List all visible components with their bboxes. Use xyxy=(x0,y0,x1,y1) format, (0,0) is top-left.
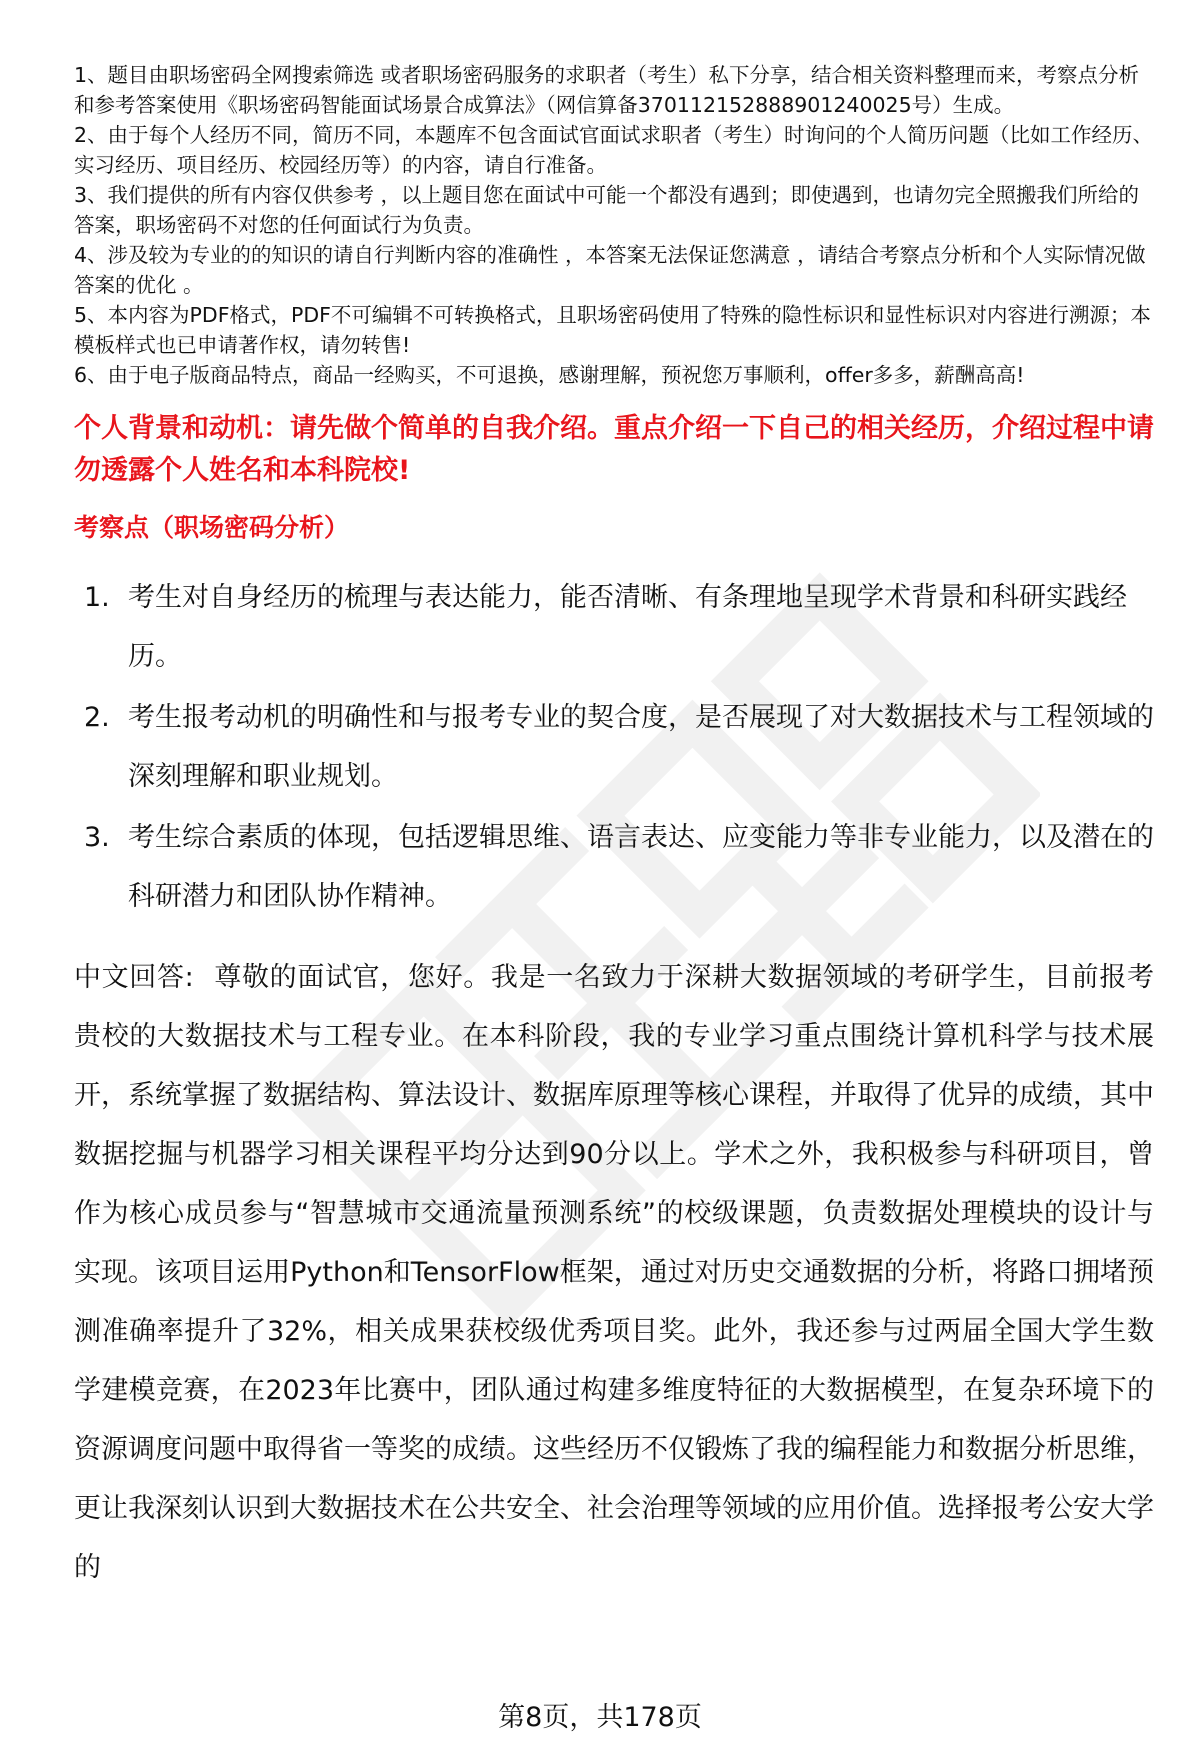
point-number: 3. xyxy=(84,822,110,853)
question-title: 个人背景和动机：请先做个简单的自我介绍。重点介绍一下自己的相关经历，介绍过程中请勿透露个人姓名和本科院校! xyxy=(74,413,1154,486)
point-text: 考生综合素质的体现，包括逻辑思维、语言表达、应变能力等非专业能力，以及潜在的科研潜力和团队协作精神。 xyxy=(128,822,1154,912)
answer-paragraph xyxy=(74,948,1154,1597)
analysis-point xyxy=(74,808,1154,926)
analysis-point xyxy=(74,688,1154,806)
analysis-point xyxy=(74,568,1154,686)
analysis-points xyxy=(74,568,1154,926)
notice-list xyxy=(74,60,1154,390)
notice-item: 1、题目由职场密码全网搜索筛选 或者职场密码服务的求职者（考生）私下分享，结合相关资料整理而来，考察点分析和参考答案使用《职场密码智能面试场景合成算法》（网信算备370112152888901240025号）生成。 xyxy=(74,63,1140,117)
page-number-footer: 第8页，共178页 xyxy=(498,1702,702,1733)
point-text: 考生对自身经历的梳理与表达能力，能否清晰、有条理地呈现学术背景和科研实践经历。 xyxy=(128,582,1127,672)
point-text: 考生报考动机的明确性和与报考专业的契合度，是否展现了对大数据技术与工程领域的深刻理解和职业规划。 xyxy=(128,702,1154,792)
notice-item: 5、本内容为PDF格式，PDF不可编辑不可转换格式，且职场密码使用了特殊的隐性标识和显性标识对内容进行溯源；本模板样式也已申请著作权，请勿转售! xyxy=(74,303,1151,357)
notice-item: 2、由于每个人经历不同，简历不同，本题库不包含面试官面试求职者（考生）时询问的个人简历问题（比如工作经历、实习经历、项目经历、校园经历等）的内容，请自行准备。 xyxy=(74,123,1154,177)
answer-text: 尊敬的面试官，您好。我是一名致力于深耕大数据领域的考研学生，目前报考贵校的大数据技术与工程专业。在本科阶段，我的专业学习重点围绕计算机科学与技术展开，系统掌握了数据结构、算法设计、数据库原理等核心课程，并取得了优异的成绩，其中数据挖掘与机器学习相关课程平均分达到90分以上。学术之外，我积极参与科研项目，曾作为核心成员参与“智慧城市交通流量预测系统”的校级课题，负责数据处理模块的设计与实现。该项目运用Python和TensorFlow框架，通过对历史交通数据的分析，将路口拥堵预测准确率提升了32%，相关成果获校级优秀项目奖。此外，我还参与过两届全国大学生数学建模竞赛，在2023年比赛中，团队通过构建多维度特征的大数据模型，在复杂环境下的资源调度问题中取得省一等奖的成绩。这些经历不仅锻炼了我的编程能力和数据分析思维，更让我深刻认识到大数据技术在公共安全、社会治理等领域的应用价值。选择报考公安大学的 xyxy=(74,962,1154,1583)
point-number: 1. xyxy=(84,582,110,613)
answer-label: 中文回答: xyxy=(74,962,194,993)
notice-item: 4、涉及较为专业的的知识的请自行判断内容的准确性 ，本答案无法保证您满意 ，请结合考察点分析和个人实际情况做答案的优化 。 xyxy=(74,243,1146,297)
notice-item: 3、我们提供的所有内容仅供参考 ，以上题目您在面试中可能一个都没有遇到；即使遇到，也请勿完全照搬我们所给的答案，职场密码不对您的任何面试行为负责。 xyxy=(74,183,1140,237)
analysis-heading: 考察点（职场密码分析） xyxy=(74,513,350,542)
notice-item: 6、由于电子版商品特点，商品一经购买，不可退换，感谢理解，预祝您万事顺利，offer多多，薪酬高高! xyxy=(74,363,1025,387)
point-number: 2. xyxy=(84,702,110,733)
page-content xyxy=(74,60,1154,1624)
